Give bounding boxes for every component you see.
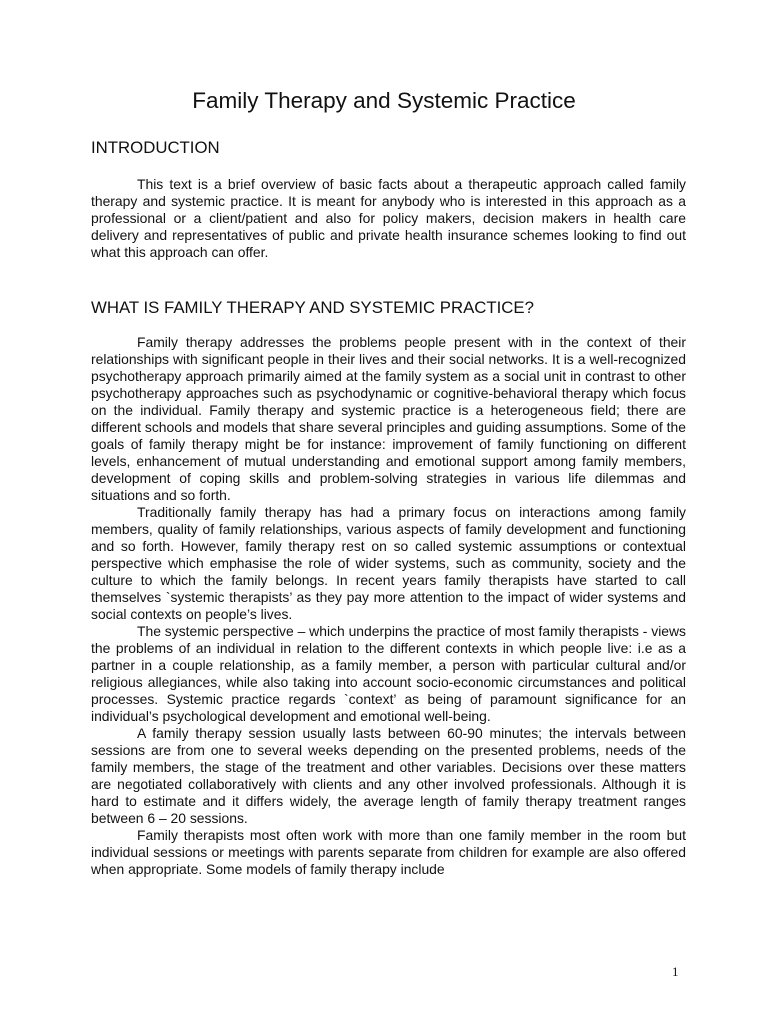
paragraph: A family therapy session usually lasts between 60-90 minutes; the intervals between sessions are from one to several weeks depending on the presented problems, needs of the family members, the stage of the treatment and other variables. Decisions over these matters are negotiated collaboratively with clients and any other involved professionals. Although it is hard to estimate and it differs widely, the average length of family therapy treatment ranges between 6 – 20 sessions. [91, 725, 686, 826]
page-number: 1 [672, 964, 679, 979]
paragraph: This text is a brief overview of basic facts about a therapeutic approach called family therapy and systemic practice. It is meant for anybody who is interested in this approach as a professional or a client/patient and also for policy makers, decision makers in health care delivery and representatives of public and private health insurance schemes looking to find out what this approach can offer. [91, 176, 686, 260]
document-title: Family Therapy and Systemic Practice [192, 88, 576, 113]
section-heading-introduction: INTRODUCTION [91, 138, 220, 157]
section-heading-what-is: WHAT IS FAMILY THERAPY AND SYSTEMIC PRACTICE? [91, 298, 534, 317]
paragraph: Traditionally family therapy has had a primary focus on interactions among family members, quality of family relationships, various aspects of family development and functioning and so forth. However, family therapy rest on so called systemic assumptions or contextual perspective which emphasise the role of wider systems, such as community, society and the culture to which the family belongs. In recent years family therapists have started to call themselves `systemic therapists’ as they pay more attention to the impact of wider systems and social contexts on people’s lives. [91, 504, 686, 622]
paragraph: Family therapy addresses the problems people present with in the context of their relationships with significant people in their lives and their social networks. It is a well-recognized psychotherapy approach primarily aimed at the family system as a social unit in contrast to other psychotherapy approaches such as psychodynamic or cognitive-behavioral therapy which focus on the individual. Family therapy and systemic practice is a heterogeneous field; there are different schools and models that share several principles and guiding assumptions. Some of the goals of family therapy might be for instance: improvement of family functioning on different levels, enhancement of mutual understanding and emotional support among family members, development of coping skills and problem-solving strategies in various life dilemmas and situations and so forth. [91, 334, 686, 503]
paragraph: Family therapists most often work with more than one family member in the room but individual sessions or meetings with parents separate from children for example are also offered when appropriate. Some models of family therapy include [91, 827, 686, 877]
introduction-body [91, 176, 686, 261]
what-is-body [91, 334, 686, 878]
paragraph: The systemic perspective – which underpins the practice of most family therapists - views the problems of an individual in relation to the different contexts in which people live: i.e as a partner in a couple relationship, as a family member, a person with particular cultural and/or religious allegiances, while also taking into account socio-economic circumstances and political processes. Systemic practice regards `context’ as being of paramount significance for an individual’s psychological development and emotional well-being. [91, 623, 686, 724]
